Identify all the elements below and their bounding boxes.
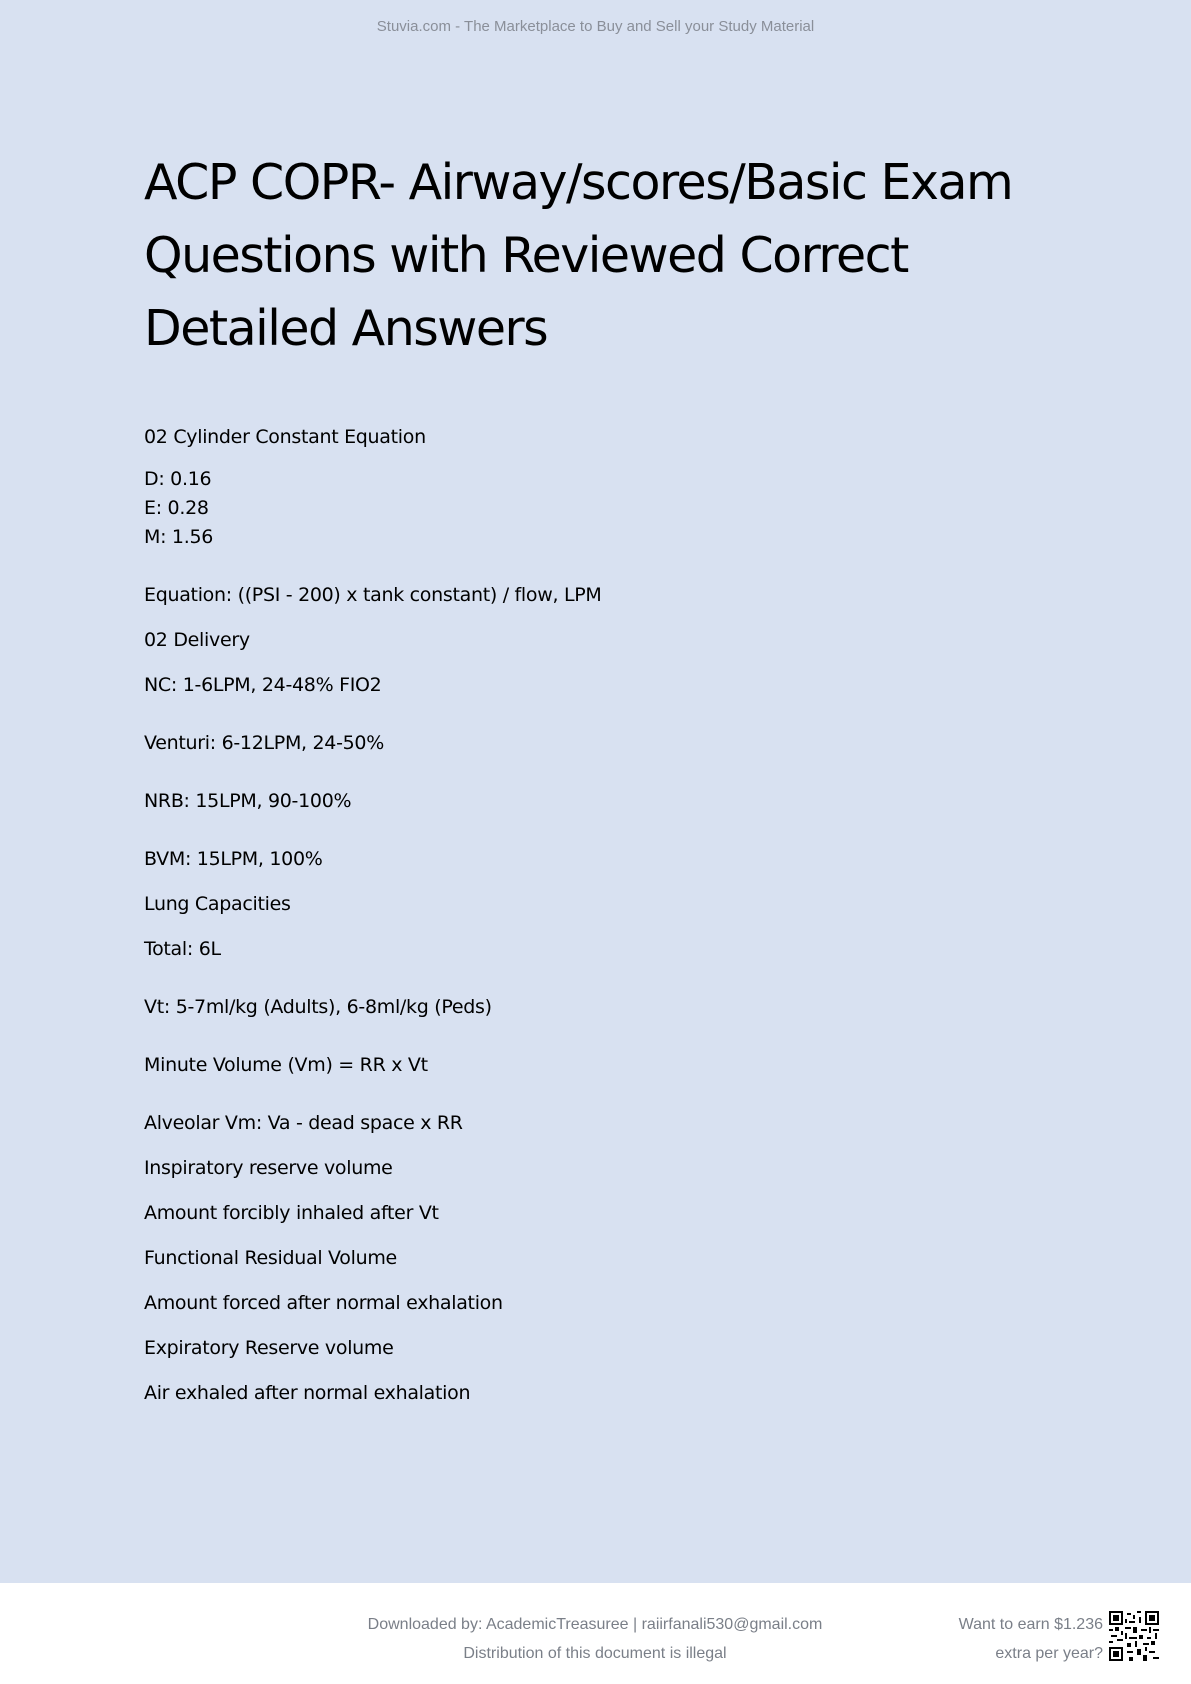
text-line: Air exhaled after normal exhalation [144, 1382, 471, 1404]
text-line: Minute Volume (Vm) = RR x Vt [144, 1054, 428, 1076]
earn-prompt[interactable]: Want to earn $1.236 [958, 1616, 1103, 1633]
earn-prompt-line2[interactable]: extra per year? [995, 1645, 1103, 1662]
text-line: Alveolar Vm: Va - dead space x RR [144, 1112, 463, 1134]
text-line: Vt: 5-7ml/kg (Adults), 6-8ml/kg (Peds) [144, 996, 492, 1018]
text-line: M: 1.56 [144, 526, 214, 548]
page-footer [0, 1583, 1191, 1684]
text-line: E: 0.28 [144, 497, 209, 519]
text-line: D: 0.16 [144, 468, 212, 490]
text-line: Amount forced after normal exhalation [144, 1292, 503, 1314]
text-line: 02 Delivery [144, 629, 250, 651]
text-line: 02 Cylinder Constant Equation [144, 426, 426, 448]
text-line: Lung Capacities [144, 893, 291, 915]
text-line: Inspiratory reserve volume [144, 1157, 393, 1179]
qr-code-icon[interactable] [1109, 1611, 1159, 1661]
text-line: NC: 1-6LPM, 24-48% FIO2 [144, 674, 382, 696]
downloaded-by-text: Downloaded by: AcademicTreasuree | raiirfanali530@gmail.com [367, 1616, 823, 1633]
text-line: Total: 6L [144, 938, 221, 960]
text-line: Functional Residual Volume [144, 1247, 397, 1269]
text-line: Equation: ((PSI - 200) x tank constant) / flow, LPM [144, 584, 602, 606]
distribution-notice: Distribution of this document is illegal [463, 1645, 727, 1662]
text-line: Venturi: 6-12LPM, 24-50% [144, 732, 384, 754]
text-line: Expiratory Reserve volume [144, 1337, 394, 1359]
text-line: NRB: 15LPM, 90-100% [144, 790, 352, 812]
stuvia-watermark: Stuvia.com - The Marketplace to Buy and Sell your Study Material [376, 18, 815, 35]
document-title: ACP COPR- Airway/scores/Basic Exam Questions with Reviewed Correct Detailed Answers [144, 154, 1013, 357]
text-line: Amount forcibly inhaled after Vt [144, 1202, 439, 1224]
text-line: BVM: 15LPM, 100% [144, 848, 323, 870]
